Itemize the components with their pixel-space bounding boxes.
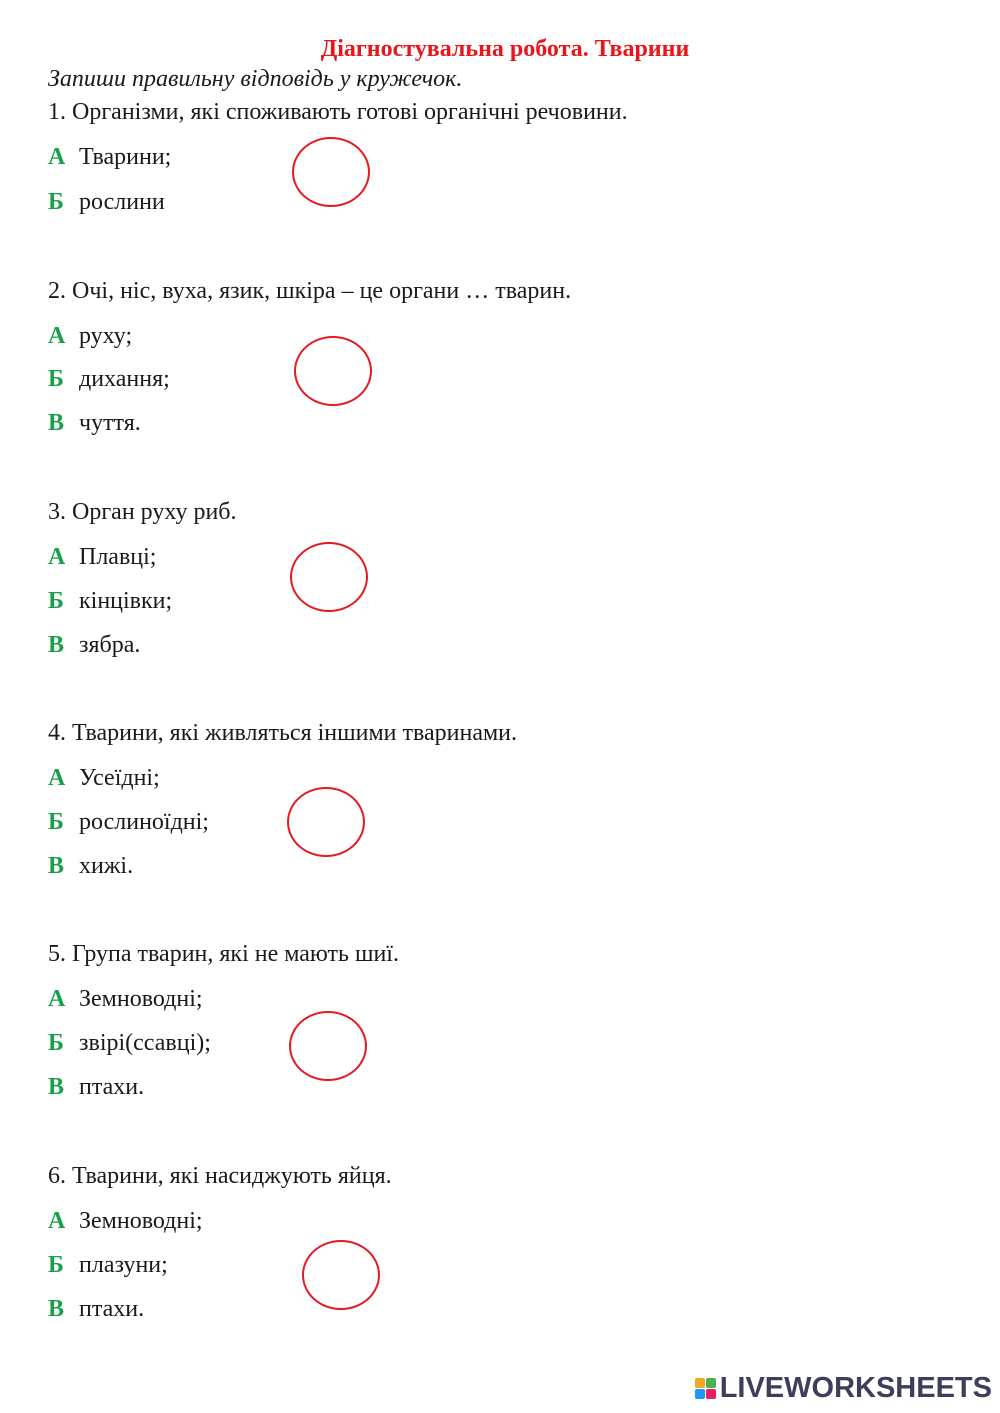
- option-c: [48, 1294, 144, 1324]
- option-c: [48, 851, 133, 881]
- option-label: зябра.: [79, 632, 141, 658]
- option-label: плазуни;: [79, 1252, 168, 1278]
- option-letter: Б: [48, 189, 64, 215]
- question-2: [48, 276, 948, 436]
- option-letter: Б: [48, 588, 64, 614]
- option-label: дихання;: [79, 366, 170, 392]
- option-b: [48, 1250, 168, 1280]
- option-a: [48, 1206, 203, 1236]
- option-label: звірі(ссавці);: [79, 1030, 211, 1056]
- option-b: [48, 187, 165, 217]
- option-label: рослиноїдні;: [79, 809, 209, 835]
- option-a: [48, 542, 156, 572]
- option-a: [48, 142, 171, 172]
- option-c: [48, 408, 141, 438]
- option-letter: В: [48, 632, 65, 658]
- option-letter: Б: [48, 1252, 64, 1278]
- option-letter: А: [48, 1208, 66, 1234]
- option-c: [48, 630, 140, 660]
- option-letter: В: [48, 853, 65, 879]
- option-letter: А: [48, 986, 66, 1012]
- option-letter: А: [48, 544, 66, 570]
- option-label: хижі.: [79, 853, 134, 879]
- option-b: [48, 586, 172, 616]
- option-a: [48, 321, 132, 351]
- option-label: рослини: [79, 189, 165, 215]
- question-1: [48, 97, 948, 215]
- answer-circle-5[interactable]: [289, 1011, 367, 1081]
- option-label: птахи.: [79, 1074, 145, 1100]
- answer-circle-3[interactable]: [290, 542, 368, 612]
- option-letter: В: [48, 1074, 65, 1100]
- question-text: 1. Організми, які споживають готові органічні речовини.: [48, 99, 628, 125]
- question-4: [48, 718, 948, 879]
- option-letter: Б: [48, 1030, 64, 1056]
- option-letter: А: [48, 144, 66, 170]
- option-a: [48, 763, 160, 793]
- brand-name: LIVEWORKSHEETS: [719, 1372, 992, 1404]
- option-label: Тварини;: [79, 144, 172, 170]
- option-a: [48, 984, 203, 1014]
- option-label: Земноводні;: [79, 1208, 203, 1234]
- instruction-text: Запиши правильну відповідь у кружечок.: [48, 66, 463, 92]
- worksheet-title: Діагностувальна робота. Тварини: [320, 36, 690, 62]
- answer-circle-4[interactable]: [287, 787, 365, 857]
- option-letter: Б: [48, 366, 64, 392]
- question-text: 4. Тварини, які живляться іншими тваринами.: [48, 720, 518, 746]
- option-label: чуття.: [79, 410, 141, 436]
- option-label: кінцівки;: [79, 588, 173, 614]
- liveworksheets-logo-icon: [695, 1378, 716, 1399]
- option-label: руху;: [79, 323, 133, 349]
- option-b: [48, 1028, 211, 1058]
- question-6: [48, 1161, 948, 1322]
- option-letter: Б: [48, 809, 64, 835]
- option-label: Усеїдні;: [79, 765, 160, 791]
- question-text: 5. Група тварин, які не мають шиї.: [48, 941, 399, 967]
- option-letter: В: [48, 410, 65, 436]
- liveworksheets-brand: [695, 1372, 992, 1405]
- answer-circle-1[interactable]: [292, 137, 370, 207]
- answer-circle-6[interactable]: [302, 1240, 380, 1310]
- option-label: Плавці;: [79, 544, 157, 570]
- answer-circle-2[interactable]: [294, 336, 372, 406]
- option-c: [48, 1072, 144, 1102]
- option-label: птахи.: [79, 1296, 145, 1322]
- option-letter: А: [48, 765, 66, 791]
- question-text: 3. Орган руху риб.: [48, 499, 237, 525]
- option-b: [48, 364, 170, 394]
- option-letter: А: [48, 323, 66, 349]
- option-label: Земноводні;: [79, 986, 203, 1012]
- question-text: 6. Тварини, які насиджують яйця.: [48, 1163, 392, 1189]
- question-3: [48, 497, 948, 658]
- question-5: [48, 939, 948, 1100]
- option-b: [48, 807, 209, 837]
- question-text: 2. Очі, ніс, вуха, язик, шкіра – це органи … тварин.: [48, 278, 572, 304]
- option-letter: В: [48, 1296, 65, 1322]
